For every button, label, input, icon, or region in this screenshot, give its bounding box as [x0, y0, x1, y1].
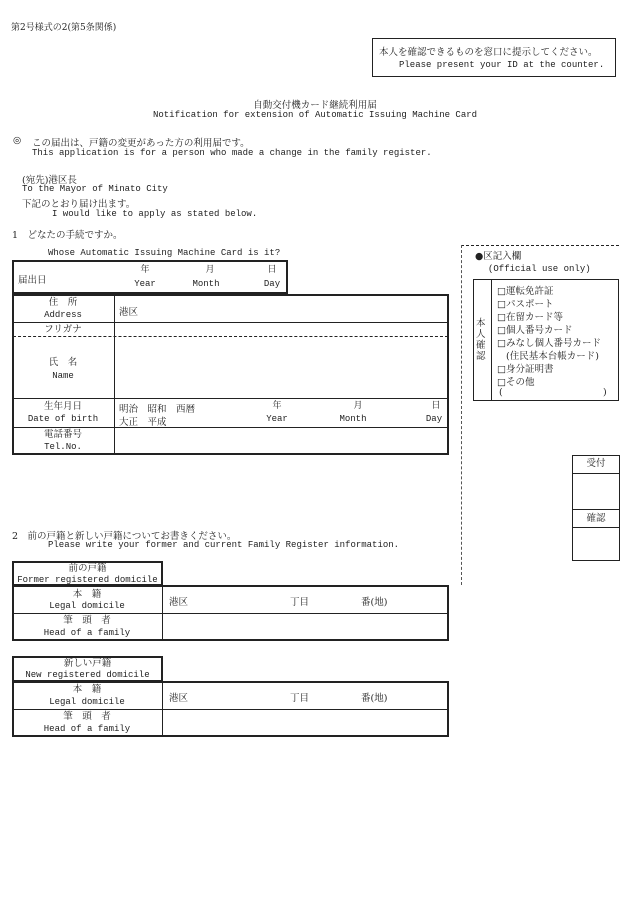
official-stamp-box	[572, 455, 620, 561]
dob-year-ja: 年	[272, 401, 282, 411]
dob-month-ja: 月	[353, 401, 363, 411]
date-day-en: Day	[263, 279, 281, 289]
dob-month-en: Month	[339, 414, 367, 424]
title-ja: 自動交付機カード継続利用届	[253, 100, 377, 111]
dob-eras-row2: 大正 平成	[119, 417, 167, 428]
former-register-en: Former registered domicile	[17, 575, 158, 585]
section2-sub-en: Please write your former and current Family Register information.	[48, 540, 400, 550]
name-field[interactable]	[116, 338, 446, 396]
date-day-ja: 日	[267, 265, 277, 275]
filing-date-field[interactable]	[115, 262, 285, 292]
dob-label-ja: 生年月日	[43, 401, 82, 412]
dob-day-en: Day	[425, 414, 443, 424]
former-hittousha-field[interactable]	[164, 615, 446, 639]
check-other[interactable]: □その他	[497, 377, 535, 388]
new-hittousha-ja: 筆 頭 者	[63, 711, 111, 722]
official-title: ●区記入欄	[475, 251, 522, 262]
date-month-ja: 月	[205, 265, 215, 275]
former-hittousha-ja: 筆 頭 者	[63, 615, 111, 626]
former-ward: 港区	[169, 597, 189, 608]
check-id-certificate[interactable]: □身分証明書	[497, 364, 554, 375]
name-label-ja: 氏 名	[48, 357, 78, 368]
tel-field[interactable]	[116, 429, 446, 453]
check-resident-card-note: (住民基本台帳カード)	[506, 351, 599, 362]
new-honseki-field[interactable]	[195, 683, 445, 707]
official-subtitle: (Official use only)	[488, 264, 591, 274]
dob-eras-row1: 明治 昭和 西暦	[119, 404, 196, 415]
note-en: This application is for a person who made a change in the family register.	[32, 148, 432, 158]
former-honseki-en: Legal domicile	[49, 601, 125, 611]
note-ja: この届出は、戸籍の変更があった方の利用届です。	[32, 138, 250, 149]
section1-sub-en: Whose Automatic Issuing Machine Card is it?	[48, 248, 281, 258]
other-paren-open: (	[499, 387, 503, 398]
dob-label-en: Date of birth	[27, 414, 99, 424]
new-ward: 港区	[169, 693, 189, 704]
other-paren-close: )	[603, 387, 607, 398]
check-deemed-my-number[interactable]: □みなし個人番号カード	[497, 338, 601, 349]
address-label-en: Address	[44, 310, 82, 320]
new-hittousha-en: Head of a family	[43, 724, 131, 734]
date-year-en: Year	[134, 279, 156, 289]
check-passport[interactable]: □パスポート	[497, 299, 554, 310]
date-year-ja: 年	[140, 265, 150, 275]
former-hittousha-en: Head of a family	[43, 628, 131, 638]
check-residence-card[interactable]: □在留カード等	[497, 312, 563, 323]
dob-year-en: Year	[266, 414, 288, 424]
name-label-en: Name	[52, 371, 74, 381]
tel-label-ja: 電話番号	[43, 429, 82, 440]
confirmed-label: 確認	[586, 513, 606, 524]
check-my-number-card[interactable]: □個人番号カード	[497, 325, 573, 336]
address-label-ja: 住 所	[48, 297, 78, 308]
former-register-ja: 前の戸籍	[68, 563, 107, 574]
furigana-field[interactable]	[116, 323, 446, 335]
address-ward: 港区	[119, 307, 139, 318]
former-banchi: 番(地)	[361, 597, 388, 608]
check-license[interactable]: □運転免許証	[497, 286, 554, 297]
section2-heading: 2 前の戸籍と新しい戸籍についてお書きください。	[12, 531, 237, 542]
new-register-ja: 新しい戸籍	[63, 658, 112, 669]
former-chome: 丁目	[290, 597, 310, 608]
dob-field[interactable]	[190, 400, 445, 425]
id-notice-ja: 本人を確認できるものを窓口に提示してください。	[379, 47, 598, 58]
dob-day-ja: 日	[431, 401, 441, 411]
filing-date-label: 届出日	[18, 275, 47, 286]
received-label: 受付	[586, 458, 606, 469]
new-honseki-ja: 本 籍	[72, 684, 102, 695]
request-en: I would like to apply as stated below.	[52, 209, 258, 219]
address-to-ja: (宛先)港区長	[22, 175, 77, 186]
id-notice-box	[372, 38, 616, 77]
former-honseki-ja: 本 籍	[72, 589, 102, 600]
new-banchi: 番(地)	[361, 693, 388, 704]
address-to-en: To the Mayor of Minato City	[22, 184, 168, 194]
new-honseki-en: Legal domicile	[49, 697, 125, 707]
address-field[interactable]	[145, 296, 445, 321]
id-check-side-label: 本人確認	[476, 318, 486, 362]
furigana-label: フリガナ	[44, 324, 82, 335]
section1-heading: 1 どなたの手続ですか。	[12, 230, 123, 241]
date-month-en: Month	[192, 279, 220, 289]
title-en: Notification for extension of Automatic Issuing Machine Card	[152, 110, 478, 120]
id-notice-en: Please present your ID at the counter.	[399, 60, 605, 70]
new-chome: 丁目	[290, 693, 310, 704]
new-register-en: New registered domicile	[25, 670, 150, 680]
note-mark: ◎	[13, 135, 22, 146]
form-number: 第2号様式の2(第5条関係)	[11, 23, 117, 33]
new-hittousha-field[interactable]	[164, 711, 446, 735]
tel-label-en: Tel.No.	[44, 442, 82, 452]
former-honseki-field[interactable]	[195, 587, 445, 611]
request-ja: 下記のとおり届け出ます。	[22, 199, 136, 210]
